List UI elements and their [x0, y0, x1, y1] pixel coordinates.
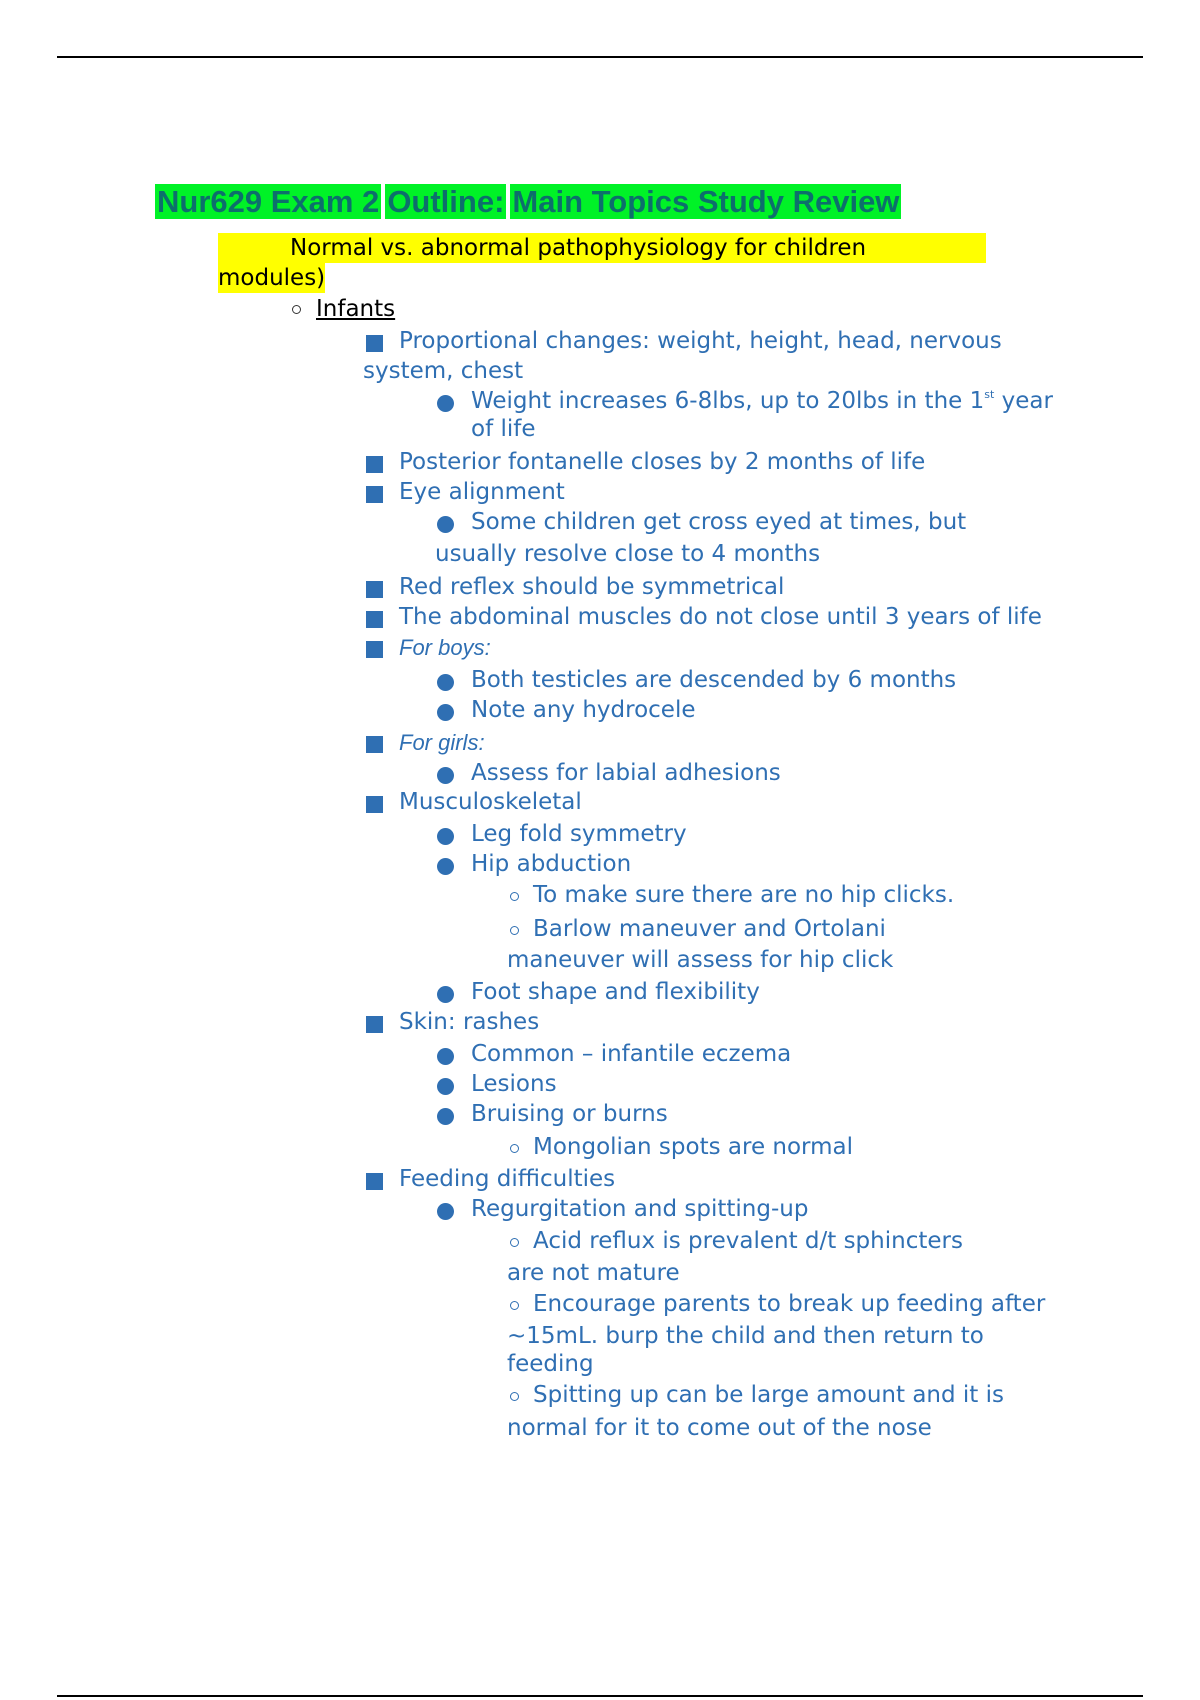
item-encourage-line2: ~15mL. burp the child and then return to [507, 1323, 984, 1349]
item-eczema: Common – infantile eczema [471, 1041, 792, 1067]
square-bullet-icon [366, 581, 383, 598]
square-bullet-icon [366, 796, 383, 813]
square-bullet-icon [366, 456, 383, 473]
item-proportional-line1: Proportional changes: weight, height, head, nervous [399, 328, 1002, 354]
item-leg-fold: Leg fold symmetry [471, 821, 687, 847]
item-weight-line2: of life [471, 416, 536, 442]
title-segment-2: Outline: [387, 184, 505, 219]
item-spitting-line1: Spitting up can be large amount and it is [533, 1382, 1005, 1408]
level1-line1: Normal vs. abnormal pathophysiology for children [218, 233, 986, 263]
item-weight-line1: Weight increases 6-8lbs, up to 20lbs in the 1st year [471, 388, 1053, 414]
square-bullet-icon [366, 335, 383, 352]
ring-bullet-icon [510, 1144, 519, 1153]
item-encourage-line1: Encourage parents to break up feeding after [533, 1291, 1046, 1317]
item-barlow-line1: Barlow maneuver and Ortolani [533, 916, 886, 942]
item-reflux-line1: Acid reflux is prevalent d/t sphincters [533, 1228, 963, 1254]
square-bullet-icon [366, 486, 383, 503]
item-skin: Skin: rashes [399, 1009, 540, 1035]
dot-bullet-icon [437, 858, 454, 875]
item-eye: Eye alignment [399, 479, 565, 505]
item-spitting-line2: normal for it to come out of the nose [507, 1415, 932, 1441]
item-hip-abduction: Hip abduction [471, 851, 632, 877]
dot-bullet-icon [437, 767, 454, 784]
item-hydrocele: Note any hydrocele [471, 697, 696, 723]
dot-bullet-icon [437, 986, 454, 1003]
dot-bullet-icon [437, 704, 454, 721]
dot-bullet-icon [437, 516, 454, 533]
item-fontanelle: Posterior fontanelle closes by 2 months of life [399, 449, 926, 475]
ring-bullet-icon [510, 1301, 519, 1310]
top-rule [57, 56, 1143, 58]
title-segment-1: Nur629 Exam 2 [157, 184, 380, 219]
item-regurgitation: Regurgitation and spitting-up [471, 1196, 809, 1222]
dot-bullet-icon [437, 828, 454, 845]
item-feeding: Feeding difficulties [399, 1166, 616, 1192]
dot-bullet-icon [437, 1078, 454, 1095]
square-bullet-icon [366, 1016, 383, 1033]
item-for-boys: For boys: [399, 635, 491, 660]
dot-bullet-icon [437, 674, 454, 691]
item-barlow-line2: maneuver will assess for hip click [507, 947, 894, 973]
dot-bullet-icon [437, 1048, 454, 1065]
item-reflux-line2: are not mature [507, 1260, 680, 1286]
item-bruising: Bruising or burns [471, 1101, 668, 1127]
title-segment-3: Main Topics Study Review [512, 184, 900, 219]
dot-bullet-icon [437, 1203, 454, 1220]
item-labial: Assess for labial adhesions [471, 760, 781, 786]
dot-bullet-icon [437, 1108, 454, 1125]
item-encourage-line3: feeding [507, 1351, 594, 1377]
page-title [155, 181, 901, 223]
ring-bullet-icon [292, 305, 301, 314]
level1-line2: modules) [218, 265, 326, 291]
item-musculo: Musculoskeletal [399, 789, 582, 815]
square-bullet-icon [366, 611, 383, 628]
item-cross-line1: Some children get cross eyed at times, but [471, 509, 967, 535]
square-bullet-icon [366, 736, 383, 753]
item-testicles: Both testicles are descended by 6 months [471, 667, 957, 693]
dot-bullet-icon [437, 395, 454, 412]
item-lesions: Lesions [471, 1071, 557, 1097]
item-cross-line2: usually resolve close to 4 months [435, 541, 821, 567]
ring-bullet-icon [510, 1238, 519, 1247]
ring-bullet-icon [510, 892, 519, 901]
item-abdominal: The abdominal muscles do not close until 3 years of life [399, 604, 1042, 630]
item-foot: Foot shape and flexibility [471, 979, 760, 1005]
ring-bullet-icon [510, 1392, 519, 1401]
ring-bullet-icon [510, 926, 519, 935]
item-proportional-line2: system, chest [363, 358, 524, 384]
bottom-rule [57, 1695, 1143, 1697]
item-for-girls: For girls: [399, 730, 485, 755]
item-hip-clicks: To make sure there are no hip clicks. [533, 882, 955, 908]
item-red-reflex: Red reflex should be symmetrical [399, 574, 785, 600]
square-bullet-icon [366, 641, 383, 658]
infants-heading: Infants [316, 296, 396, 322]
item-mongolian: Mongolian spots are normal [533, 1134, 853, 1160]
square-bullet-icon [366, 1173, 383, 1190]
